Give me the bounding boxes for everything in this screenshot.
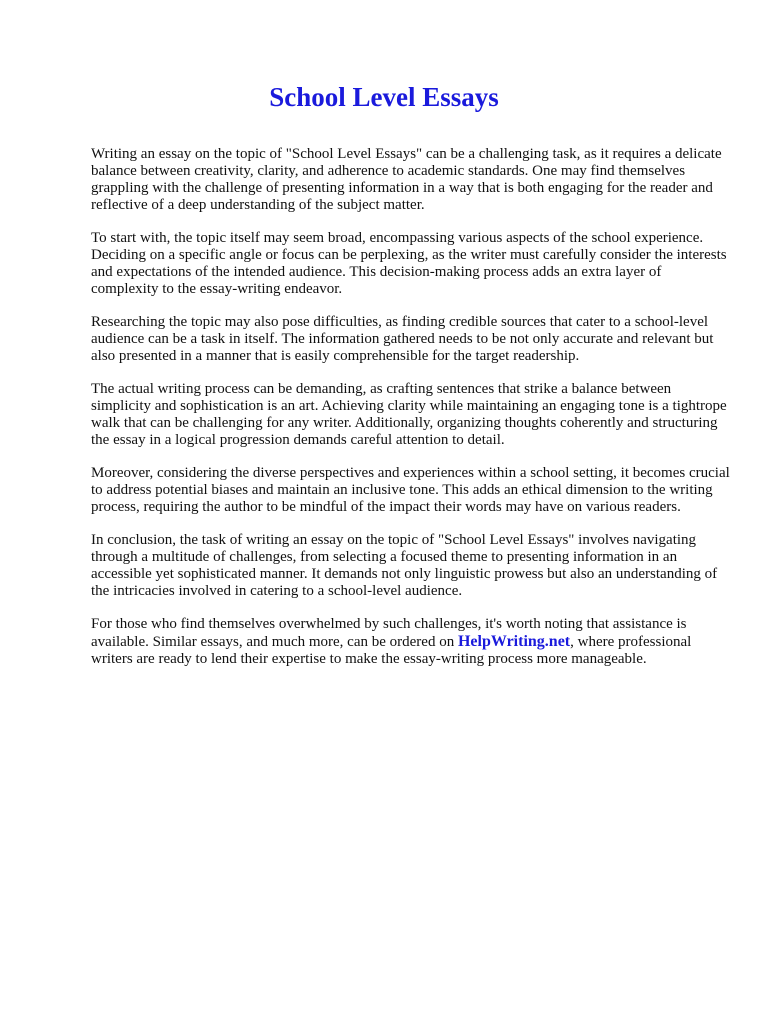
paragraph-perspectives: Moreover, considering the diverse perspectives and experiences within a school setting, it becomes crucial to address potential biases and maintain an inclusive tone. This adds an ethical dimension to the writing process, requiring the author to be mindful of the impact their words may have on various readers.	[91, 465, 730, 515]
helpwriting-link[interactable]: HelpWriting.net	[457, 633, 571, 650]
paragraph-writing-process: The actual writing process can be demanding, as crafting sentences that strike a balance between simplicity and sophistication is an art. Achieving clarity while maintaining an engaging tone is a tightrope walk that can be challenging for any writer. Additionally, organizing thoughts coherently and structuring the essay in a logical progression demands careful attention to detail.	[91, 381, 727, 448]
closing-text-after-link: , where professional writers are ready to lend their expertise to make the essay-writing process more manageable.	[91, 634, 692, 667]
closing-text-before-link: For those who find themselves overwhelmed by such challenges, it's worth noting that assistance is available. Similar essays, and much more, can be ordered on	[91, 616, 687, 650]
page-title: School Level Essays	[269, 82, 499, 112]
paragraph-research: Researching the topic may also pose difficulties, as finding credible sources that cater to a school-level audience can be a task in itself. The information gathered needs to be not only accurate and relevant but also presented in a manner that is easily comprehensible for the target readership.	[91, 314, 714, 364]
paragraph-closing	[91, 616, 731, 668]
paragraph-topic: To start with, the topic itself may seem broad, encompassing various aspects of the school experience. Deciding on a specific angle or focus can be perplexing, as the writer must carefully consider the interests and expectations of the intended audience. This decision-making process adds an extra layer of complexity to the essay-writing endeavor.	[91, 230, 727, 297]
paragraph-conclusion: In conclusion, the task of writing an essay on the topic of "School Level Essays" involves navigating through a multitude of challenges, from selecting a focused theme to presenting information in an accessible yet sophisticated manner. It demands not only linguistic prowess but also an understanding of the intricacies involved in catering to a school-level audience.	[91, 532, 718, 599]
document-body	[91, 146, 731, 684]
paragraph-intro: Writing an essay on the topic of "School Level Essays" can be a challenging task, as it requires a delicate balance between creativity, clarity, and adherence to academic standards. One may find themselves grappling with the challenge of presenting information in a way that is both engaging for the reader and reflective of a deep understanding of the subject matter.	[91, 146, 722, 213]
